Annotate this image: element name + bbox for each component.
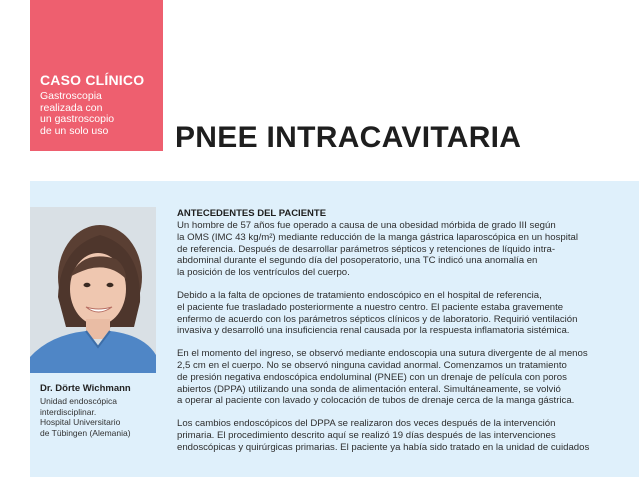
- text-line: En el momento del ingreso, se observó mediante endoscopia una sutura divergente de al menos: [177, 348, 588, 360]
- case-subtitle-line: Gastroscopia: [40, 90, 102, 102]
- text-line: la OMS (IMC 43 kg/m²) mediante reducción de la manga gástrica laparoscópica en un hospital: [177, 231, 579, 243]
- text-line: abdominal durante el segundo día del posoperatorio, una TC indicó una anomalía en: [177, 255, 538, 267]
- case-label-box: [30, 0, 163, 151]
- text-line: invasiva y desarrolló una insuficiencia renal causada por la respuesta inflamatoria sistémica.: [177, 325, 570, 337]
- text-line: a operar al paciente con lavado y colocación de tubos de drenaje cerca de la manga gástrica.: [177, 395, 575, 407]
- text-line: primaria. El procedimiento descrito aquí se realizó 19 días después de las intervenciones: [177, 429, 556, 441]
- text-line: abiertos (DPPA) utilizando una sonda de alimentación enteral. Simultáneamente, se volvió: [177, 383, 561, 395]
- text-line: enfermo de acuerdo con los parámetros sépticos clínicos y de laboratorio. Requirió ventilación: [177, 313, 578, 325]
- case-subtitle-line: un gastroscopio: [40, 113, 115, 125]
- case-subtitle-line: realizada con: [40, 101, 103, 114]
- text-line: el paciente fue trasladado posteriormente a nuestro centro. El paciente estaba gravemente: [177, 301, 564, 313]
- doctor-detail-line: de Tübingen (Alemania): [40, 427, 131, 438]
- paragraph-3: [177, 348, 617, 407]
- doctor-portrait-image: [30, 207, 156, 373]
- doctor-details: [40, 396, 160, 438]
- text-line: endoscópicas y quirúrgicas primarias. El paciente ya había sido tratado en la unidad de cuidados: [177, 441, 590, 453]
- doctor-photo: [30, 207, 156, 373]
- text-line: de referencia. Después de desarrollar parámetros sépticos y retenciones de líquido intra-: [177, 243, 556, 255]
- paragraph-4: [177, 418, 617, 453]
- doctor-detail-line: Unidad endoscópica: [40, 396, 118, 406]
- text-line: Debido a la falta de opciones de tratamiento endoscópico en el hospital de referencia,: [177, 289, 542, 301]
- case-label: CASO CLÍNICO: [40, 72, 145, 88]
- doctor-name: Dr. Dörte Wichmann: [40, 383, 131, 394]
- case-subtitle-line: de un solo uso: [40, 124, 109, 137]
- doctor-detail-line: interdisciplinar.: [40, 406, 97, 417]
- section-heading: ANTECEDENTES DEL PACIENTE: [177, 208, 327, 219]
- text-line: Un hombre de 57 años fue operado a causa de una obesidad mórbida de grado III según: [177, 220, 556, 231]
- paragraph-2: [177, 290, 617, 337]
- paragraph-1: [177, 220, 617, 279]
- page-title: PNEE INTRACAVITARIA: [175, 121, 522, 154]
- article-content: [177, 208, 617, 465]
- case-subtitle: [40, 91, 153, 137]
- text-line: 2,5 cm en el cuerpo. No se observó ninguna cavidad anormal. Comenzamos un tratamiento: [177, 359, 567, 371]
- text-line: Los cambios endoscópicos del DPPA se realizaron dos veces después de la intervención: [177, 418, 556, 430]
- text-line: la posición de los ventrículos del cuerpo.: [177, 267, 350, 279]
- text-line: de presión negativa endoscópica endoluminal (PNEE) con un drenaje de película con poros: [177, 371, 567, 383]
- doctor-detail-line: Hospital Universitario: [40, 417, 121, 427]
